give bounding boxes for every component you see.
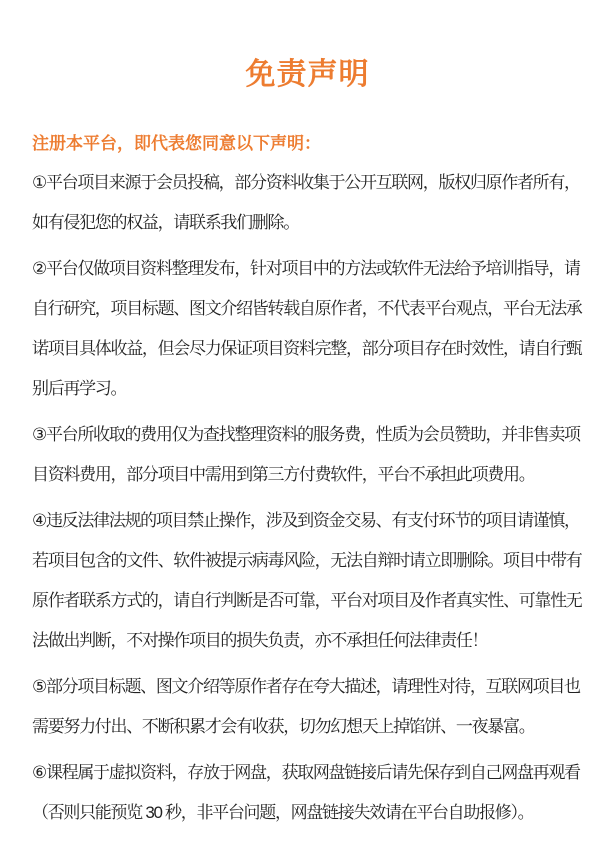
paragraph-2-line-2: 自行研究，项目标题、图文介绍皆转载自原作者，不代表平台观点，平台无法承 [32, 299, 582, 318]
intro-statement: 注册本平台，即代表您同意以下声明： [32, 134, 321, 153]
paragraph-2-line-3: 诺项目具体收益，但会尽力保证项目资料完整，部分项目存在时效性，请自行甄 [32, 339, 582, 358]
paragraph-6-line-1: ⑥课程属于虚拟资料，存放于网盘，获取网盘链接后请先保存到自己网盘再观看 [32, 763, 580, 782]
disclaimer-paragraph-4 [32, 501, 584, 661]
disclaimer-paragraph-1 [32, 163, 584, 243]
paragraph-4-line-3: 原作者联系方式的，请自行判断是否可靠，平台对项目及作者真实性、可靠性无 [32, 591, 582, 610]
disclaimer-paragraph-6 [32, 753, 584, 833]
disclaimer-paragraph-5 [32, 667, 584, 747]
disclaimer-paragraph-2 [32, 249, 584, 409]
paragraph-3-line-1: ③平台所收取的费用仅为查找整理资料的服务费，性质为会员赞助，并非售卖项 [32, 425, 580, 444]
paragraph-4-line-4: 法做出判断，不对操作项目的损失负责，亦不承担任何法律责任！ [32, 631, 488, 650]
paragraph-2-line-1: ②平台仅做项目资料整理发布，针对项目中的方法或软件无法给予培训指导，请 [32, 259, 580, 278]
paragraph-2-line-4: 别后再学习。 [32, 379, 127, 398]
paragraph-1-line-2: 如有侵犯您的权益，请联系我们删除。 [32, 213, 299, 232]
paragraph-1-line-1: ①平台项目来源于会员投稿，部分资料收集于公开互联网，版权归原作者所有， [32, 173, 580, 192]
paragraph-3-line-2: 目资料费用，部分项目中需用到第三方付费软件，平台不承担此项费用。 [32, 465, 535, 484]
paragraph-5-line-1: ⑤部分项目标题、图文介绍等原作者存在夸大描述，请理性对待，互联网项目也 [32, 677, 580, 696]
paragraph-4-line-2: 若项目包含的文件、软件被提示病毒风险，无法自辩时请立即删除。项目中带有 [32, 551, 582, 570]
page-title: 免责声明 [245, 58, 370, 91]
paragraph-6-line-2: （否则只能预览 30 秒，非平台问题，网盘链接失效请在平台自助报修）。 [32, 803, 534, 822]
disclaimer-body [32, 163, 584, 833]
paragraph-5-line-2: 需要努力付出、不断积累才会有收获，切勿幻想天上掉馅饼、一夜暴富。 [32, 717, 535, 736]
paragraph-4-line-1: ④违反法律法规的项目禁止操作，涉及到资金交易、有支付环节的项目请谨慎， [32, 511, 580, 530]
disclaimer-paragraph-3 [32, 415, 584, 495]
